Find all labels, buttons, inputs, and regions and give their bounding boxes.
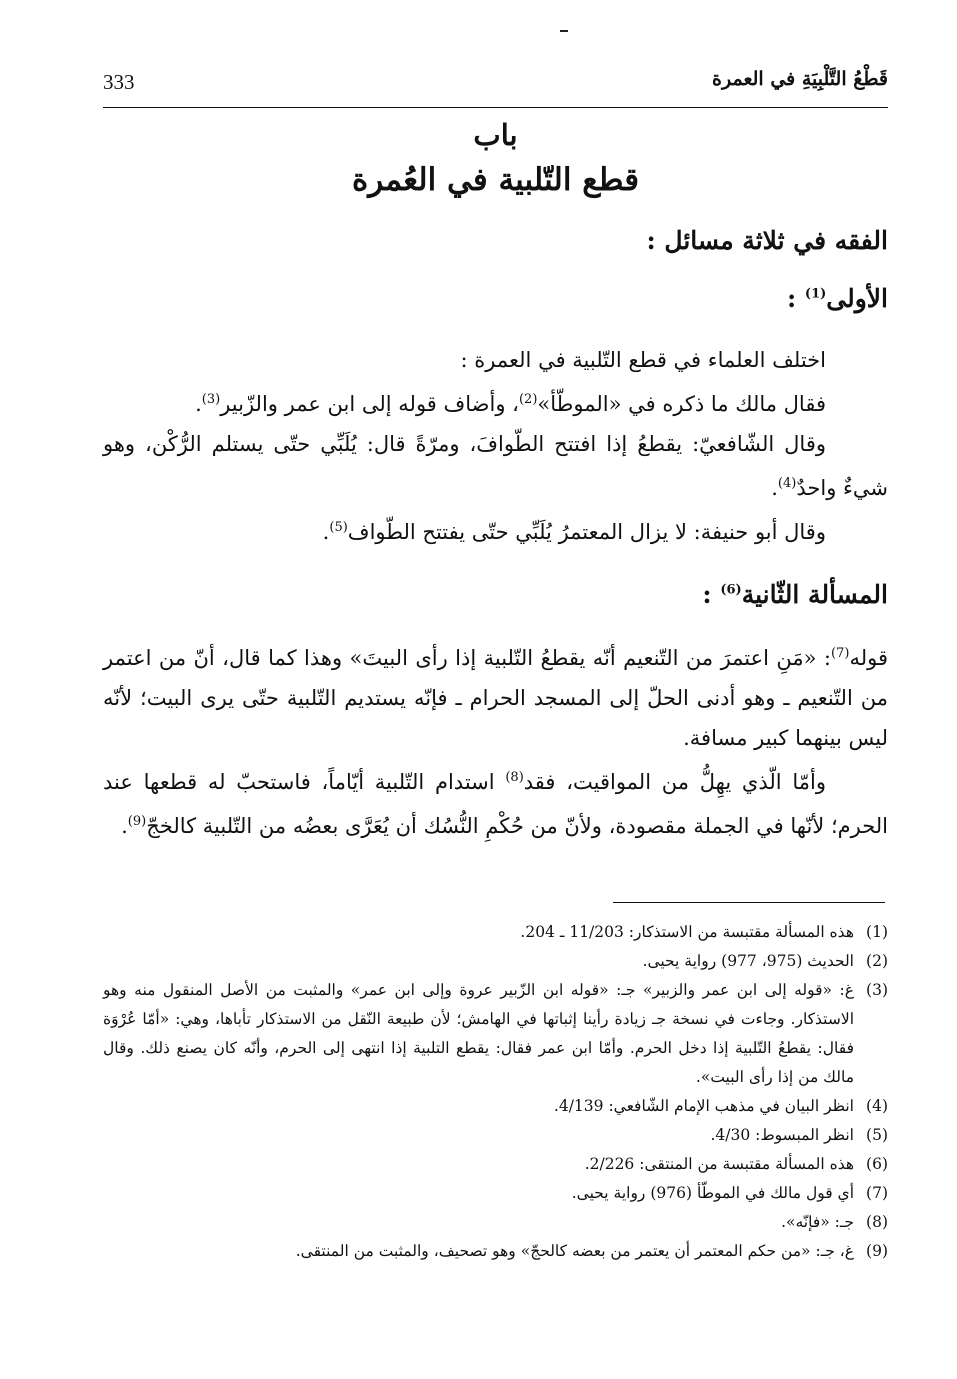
footnote-number: (9) <box>866 1242 888 1260</box>
footnote-divider <box>613 902 885 903</box>
paragraph <box>103 508 888 552</box>
running-header <box>103 66 888 106</box>
paragraph-text: . <box>322 520 330 544</box>
question-1-body <box>103 340 888 552</box>
print-mark <box>560 30 568 32</box>
paragraph-text: . <box>195 392 202 416</box>
footnote-ref: (5) <box>329 520 348 535</box>
paragraph-text: فقال مالك ما ذكره في «الموطّأ» <box>537 392 826 416</box>
question-2-heading <box>103 580 888 609</box>
footnote-text: أي قول مالك في الموطّأ (976) رواية يحيى. <box>571 1184 854 1202</box>
footnote-text: غ: «قوله إلى ابن عمر والزبير» جـ: «قوله ابن الزّبير عروة وإلى ابن عمر» والمثبت من الأصل المنقول منه وهو الاستذكار. وجاءت في نسخة جـ زيادة رأينا إثباتها في الهامش؛ لأن طبيعة النّقل من الاستذكار تأباها، وهي: «أمّا عُرْوَة فقال: يقطعُ التّلبية إذا دخل الحرم. وأمّا ابن عمر فقال: يقطع التلبية إذا انتهى إلى الحرم، وأنّه كان يصنع ذلك. وقال مالك من إذا رأى البيت». <box>103 981 854 1086</box>
paragraph <box>103 634 888 758</box>
footnote <box>103 1150 888 1179</box>
footnote-number: (2) <box>866 952 888 970</box>
question-1-colon: : <box>786 284 797 313</box>
footnote-ref: (9) <box>127 814 147 829</box>
footnote-number: (1) <box>866 923 888 941</box>
header-divider <box>103 107 888 108</box>
footnote <box>103 918 888 947</box>
paragraph-text: قوله <box>849 646 888 670</box>
footnote-text: غ، جـ: «من حكم المعتمر أن يعتمر من بعضه كالحجّ» وهو تصحيف، والمثبت من المنتقى. <box>295 1242 854 1260</box>
question-2-body <box>103 634 888 846</box>
intro-heading: الفقه في ثلاثة مسائل : <box>646 226 888 255</box>
question-2-label: المسألة الثّانية <box>741 580 888 609</box>
footnote <box>103 1179 888 1208</box>
paragraph-text: اختلف العلماء في قطع التّلبية في العمرة : <box>460 348 826 372</box>
paragraph <box>103 340 888 380</box>
footnote-number: (5) <box>866 1126 888 1144</box>
chapter-title: قطع التّلبية في العُمرة <box>351 162 640 198</box>
footnote-ref: (4) <box>777 476 797 491</box>
footnote-ref: (2) <box>518 392 538 407</box>
question-2-colon: : <box>702 580 712 609</box>
paragraph <box>103 424 888 508</box>
footnote-text: هذه المسألة مقتبسة من الاستذكار: 11/203 ـ 204. <box>520 923 854 941</box>
footnote-text: انظر المبسوط: 4/30. <box>710 1126 854 1144</box>
footnote-ref: (8) <box>505 770 524 785</box>
footnote <box>103 976 888 1092</box>
paragraph-text: وقال أبو حنيفة: لا يزال المعتمرُ يُلَبِّي حتّى يفتتح الطّواف <box>347 520 826 544</box>
chapter-label: باب <box>473 118 518 152</box>
footnote-text: هذه المسألة مقتبسة من المنتقى: 2/226. <box>584 1155 854 1173</box>
footnote-number: (7) <box>866 1184 888 1202</box>
running-title: قَطْعُ التَّلْبِيَةِ في العمرة <box>712 68 888 90</box>
footnote <box>103 1237 888 1266</box>
paragraph-text: وقال الشّافعيّ: يقطعُ إذا افتتح الطّوافَ، ومرّةً قال: يُلَبِّي حتّى يستلم الرُّكْن، وهو شيءٌ واحدٌ <box>103 432 888 500</box>
question-1-heading <box>103 284 888 313</box>
paragraph-text: استدام التّلبية أيّاماً، فاستحبّ له قطعها عند الحرم؛ لأنّها في الجملة مقصودة، ولأنّ من حُكْمِ النُّسُك أن يُعَرَّى بعضُه من التّلبية كالخجّ <box>103 770 888 838</box>
page-number: 333 <box>103 70 135 94</box>
paragraph-text: : «مَنِ اعتمرَ من التّنعيم أنّه يقطعُ التّلبية إذا رأى البيتَ» وهذا كما قال، أنّ من اعتمر من التّنعيم ـ وهو أدنى الحلّ إلى المسجد الحرام ـ فإنّه يستديم التّلبية حتّى يرى البيت؛ لأنّه ليس بينهما كبير مسافة. <box>103 646 888 750</box>
footnote-number: (8) <box>866 1213 888 1231</box>
footnotes <box>103 918 888 1266</box>
footnote-number: (6) <box>866 1155 888 1173</box>
paragraph <box>103 380 888 424</box>
footnote <box>103 1121 888 1150</box>
footnote-ref: (3) <box>201 392 221 407</box>
paragraph-text: وأمّا الّذي يهِلُّ من المواقيت، فقد <box>523 770 826 794</box>
footnote <box>103 947 888 976</box>
paragraph-text: ، وأضاف قوله إلى ابن عمر والزّبير <box>220 392 519 416</box>
question-1-label: الأولى <box>826 284 888 313</box>
footnote-number: (4) <box>866 1097 888 1115</box>
footnote-text: انظر البيان في مذهب الإمام الشّافعي: 4/139. <box>553 1097 854 1115</box>
footnote-text: الحديث (975، 977) رواية يحيى. <box>642 952 854 970</box>
footnote <box>103 1092 888 1121</box>
paragraph-text: . <box>771 476 778 500</box>
footnote-text: جـ: «فإنّه». <box>781 1213 854 1231</box>
paragraph-text: . <box>121 814 128 838</box>
footnote-number: (3) <box>866 981 888 999</box>
paragraph <box>103 758 888 846</box>
footnote-ref: (6) <box>720 582 742 598</box>
footnote-ref: (7) <box>831 646 850 661</box>
footnote <box>103 1208 888 1237</box>
footnote-ref: (1) <box>804 286 827 302</box>
